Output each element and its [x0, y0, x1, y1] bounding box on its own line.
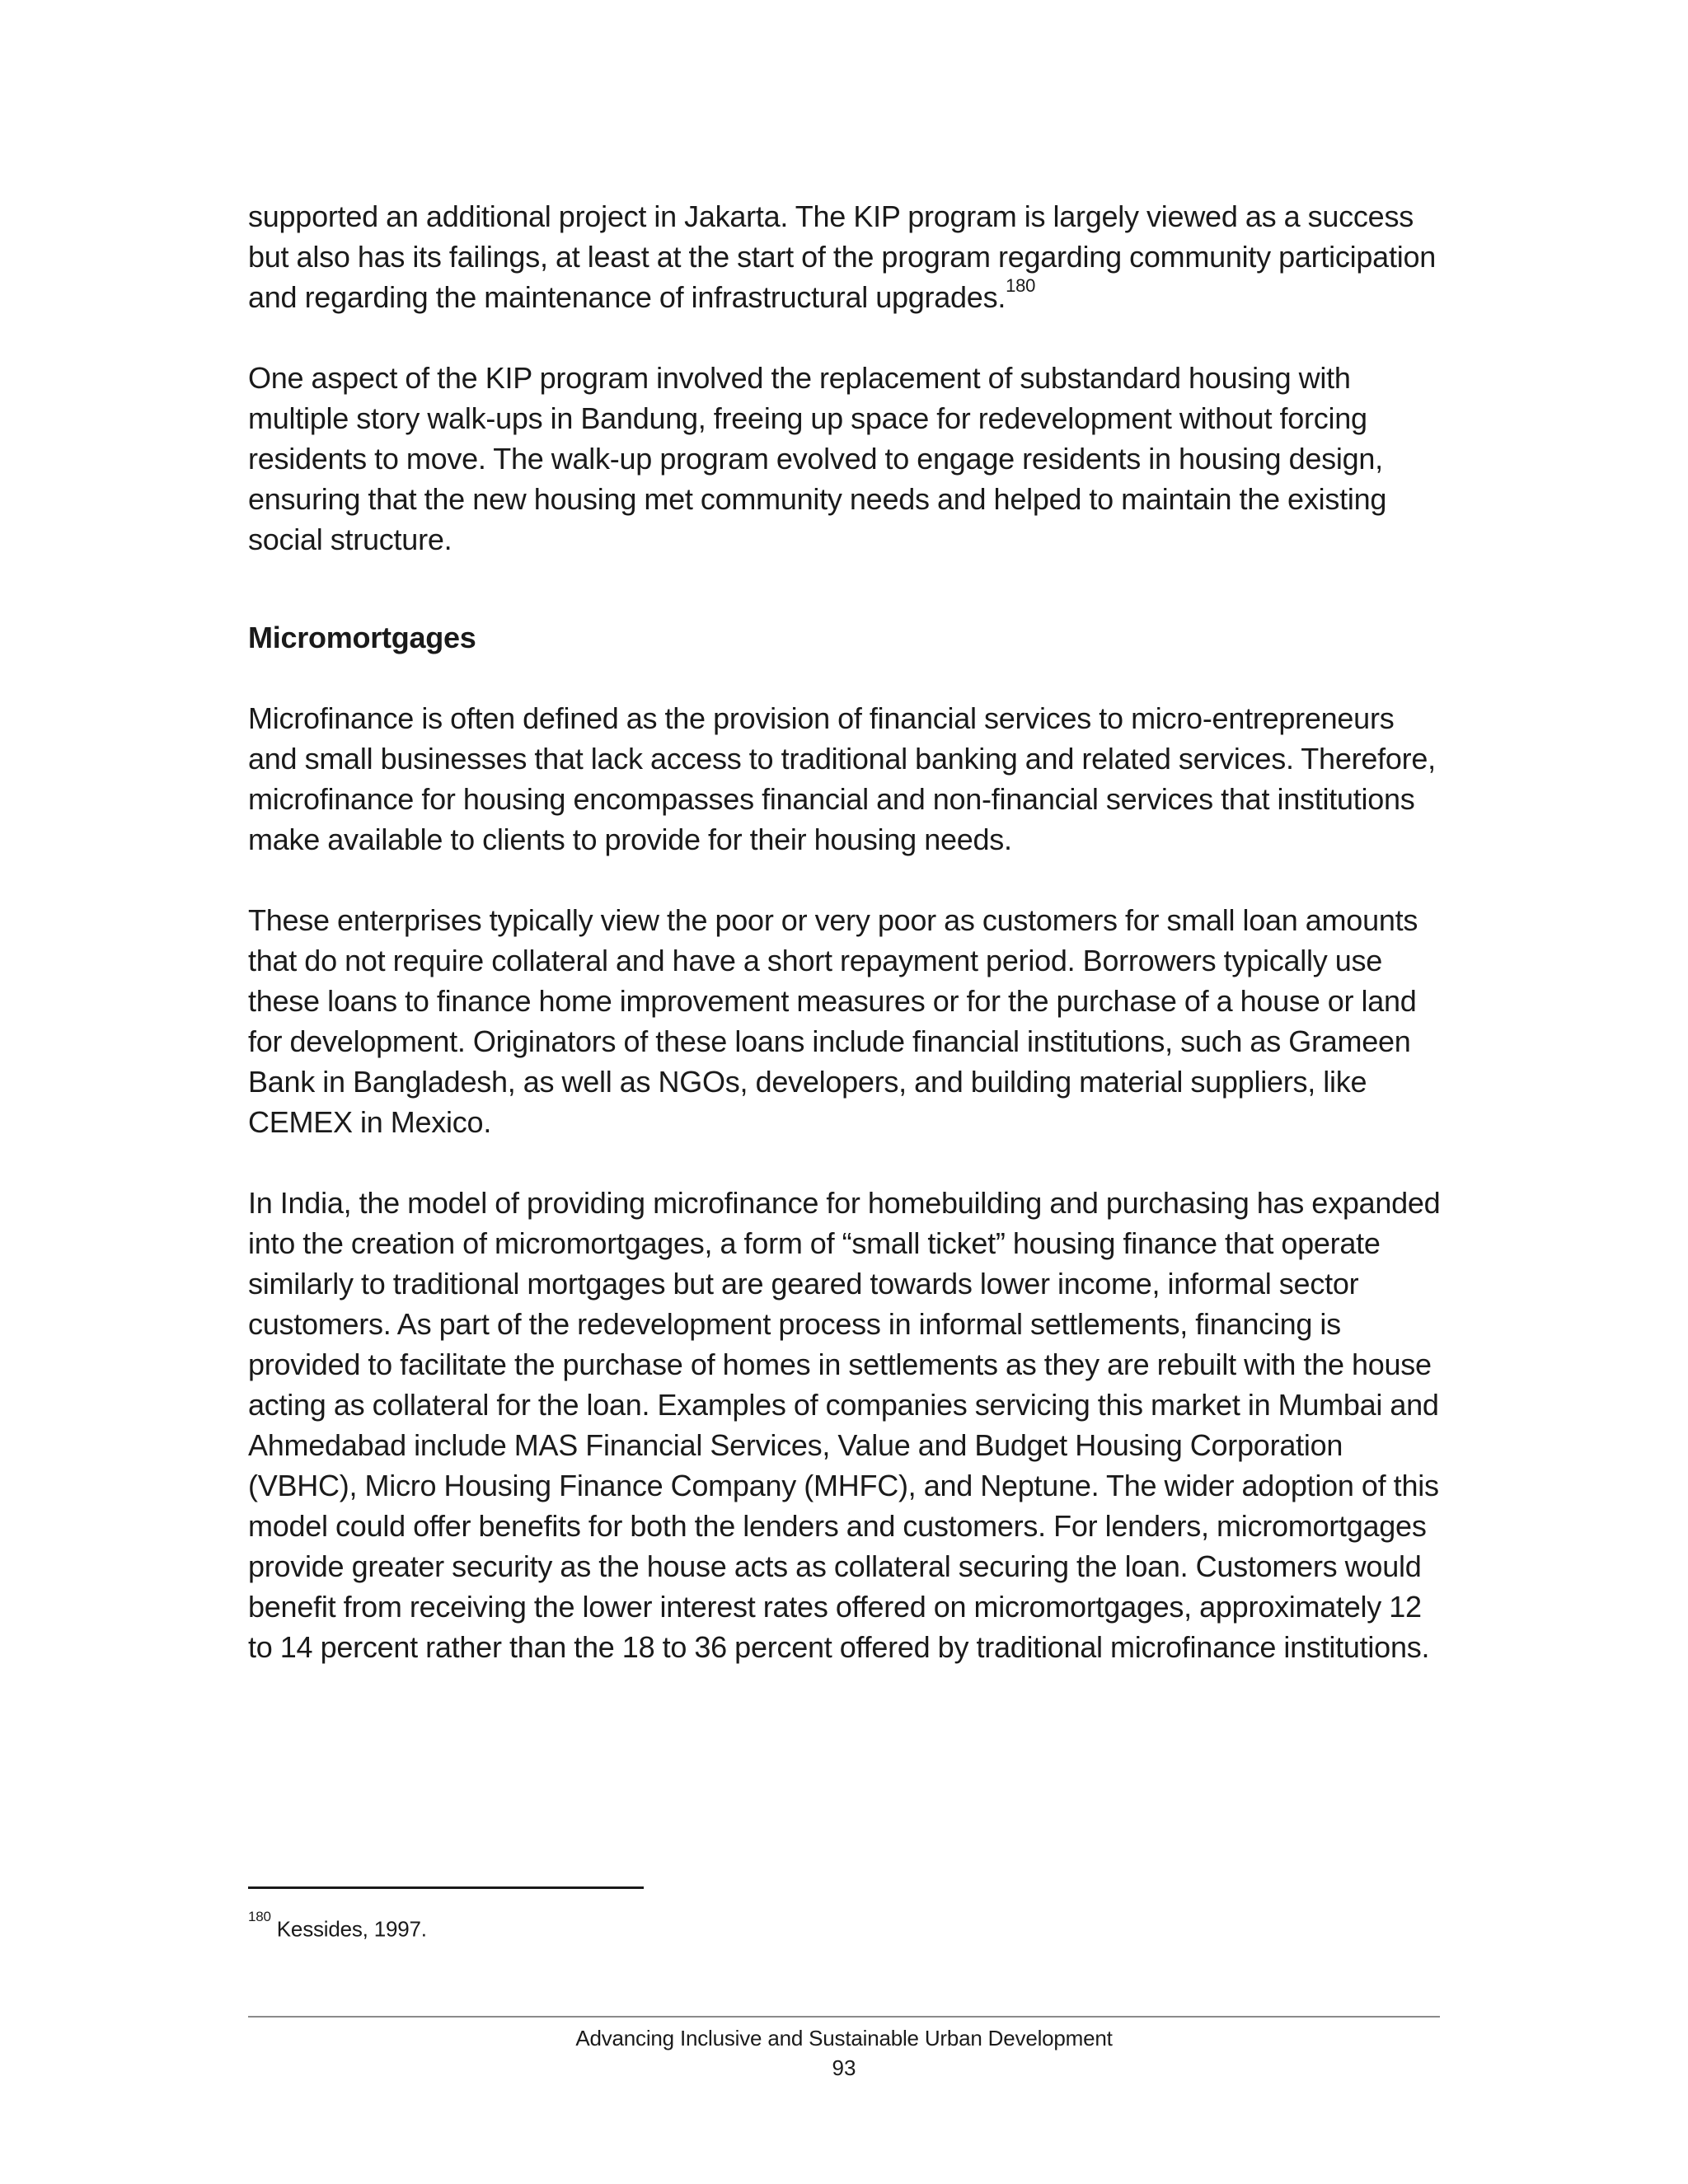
footer-title: Advancing Inclusive and Sustainable Urban Development	[575, 2026, 1113, 2050]
paragraph-walkups: One aspect of the KIP program involved the replacement of substandard housing with multiple story walk-ups in Bandung, freeing up space for redevelopment without forcing residents to move. The walk-up program evolved to engage residents in housing design, ensuring that the new housing met community needs and helped to maintain the existing social structure.	[248, 361, 1387, 556]
section-heading: Micromortgages	[248, 621, 476, 654]
paragraph-kip-success	[248, 196, 1443, 317]
paragraph-enterprises: These enterprises typically view the poor or very poor as customers for small loan amounts that do not require collateral and have a short repayment period. Borrowers typically use these loans to finance home improvement measures or for the purchase of a house or land for development. Originators of these loans include financial institutions, such as Grameen Bank in Bangladesh, as well as NGOs, developers, and building material suppliers, like CEMEX in Mexico.	[248, 903, 1418, 1139]
footnote-text: Kessides, 1997.	[270, 1916, 427, 1942]
footnote-reference[interactable]: 180	[1006, 275, 1036, 296]
paragraph-microfinance-definition: Microfinance is often defined as the provision of financial services to micro-entrepreneurs and small businesses that lack access to traditional banking and related services. Therefore, microfinance for housing encompasses financial and non-financial services that institutions make available to clients to provide for their housing needs.	[248, 701, 1436, 856]
footnote-number: 180	[248, 1909, 271, 1924]
paragraph-india-micromortgages: In India, the model of providing microfinance for homebuilding and purchasing has expanded into the creation of micromortgages, a form of “small ticket” housing finance that operate similarly to traditional mortgages but are geared towards lower income, informal sector customers. As part of the redevelopment process in informal settlements, financing is provided to facilitate the purchase of homes in settlements as they are rebuilt with the house acting as collateral for the loan. Examples of companies servicing this market in Mumbai and Ahmedabad include MAS Financial Services, Value and Budget Housing Corporation (VBHC), Micro Housing Finance Company (MHFC), and Neptune. The wider adoption of this model could offer benefits for both the lenders and customers. For lenders, micromortgages provide greater security as the house acts as collateral securing the loan. Customers would benefit from receiving the lower interest rates offered on micromortgages, approximately 12 to 14 percent rather than the 18 to 36 percent offered by traditional microfinance institutions.	[248, 1186, 1441, 1664]
paragraph-text: supported an additional project in Jakarta. The KIP program is largely viewed as a success but also has its failings, at least at the start of the program regarding community participation and regarding the maintenance of infrastructural upgrades.	[248, 199, 1436, 314]
page-body	[248, 196, 1443, 1708]
page-number: 93	[832, 2055, 856, 2080]
footnote-divider	[248, 1886, 644, 1889]
footer-divider	[248, 2016, 1440, 2018]
footnote	[248, 1910, 427, 1943]
